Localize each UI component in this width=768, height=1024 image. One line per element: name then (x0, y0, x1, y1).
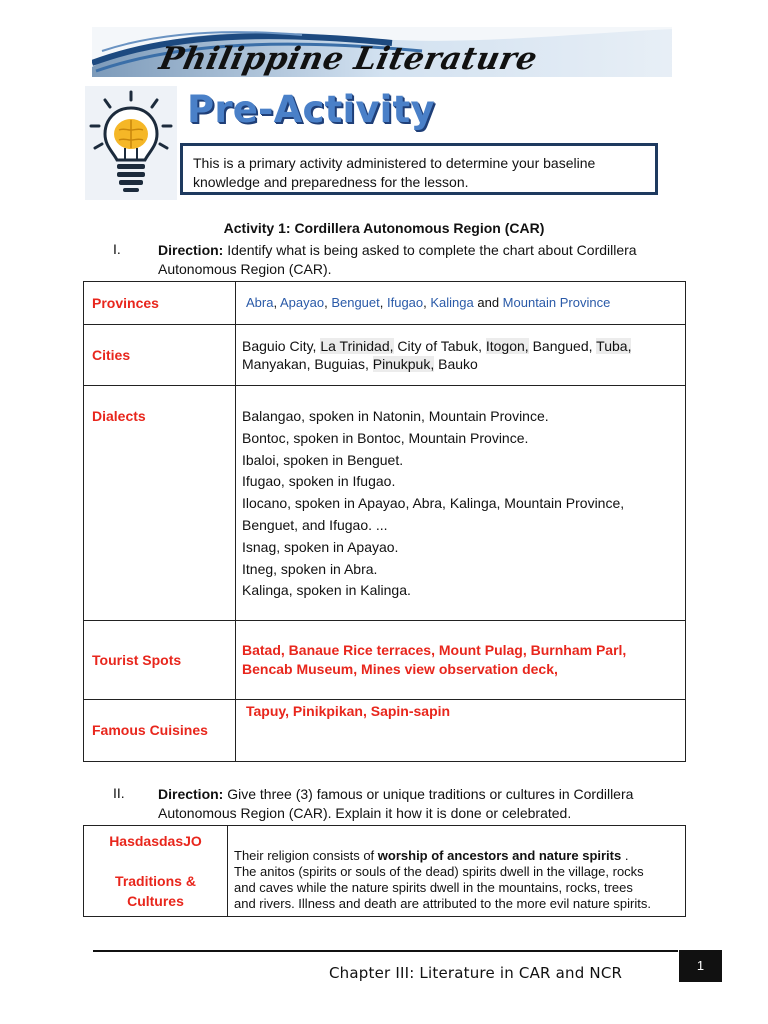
city-text: La Trinidad, (320, 338, 394, 354)
cities-label: Cities (84, 325, 236, 386)
direction-2-text (158, 785, 688, 823)
dialect-line: Bontoc, spoken in Bontoc, Mountain Province. (242, 429, 529, 446)
activity-title: Activity 1: Cordillera Autonomous Region (CAR) (223, 220, 545, 236)
province-ifugao: Ifugao (386, 295, 424, 310)
direction-1-number: I. (113, 241, 121, 257)
tourist-spots-line1: Batad, Banaue Rice terraces, Mount Pulag, Burnham Parl, (242, 642, 627, 658)
province-kalinga: Kalinga (430, 295, 474, 310)
direction-2-line1: Give three (3) famous or unique traditions or cultures in Cordillera (223, 786, 634, 802)
province-separator: , (423, 295, 431, 310)
tourist-spots-line2: Bencab Museum, Mines view observation deck, (242, 661, 558, 677)
traditions-bold-text: worship of ancestors and nature spirits (377, 848, 622, 863)
province-mountain-province: Mountain Province (502, 295, 611, 310)
table-row-cities (84, 325, 686, 386)
dialect-line: Ibaloi, spoken in Benguet. (242, 451, 404, 468)
footer-divider (93, 950, 678, 952)
traditions-label-line1: Traditions & (115, 873, 196, 889)
tourist-spots-value (236, 621, 686, 700)
traditions-text: Their religion consists of (234, 848, 378, 863)
city-text: City of Tabuk, (393, 338, 486, 354)
province-separator: , (379, 295, 387, 310)
direction-2-number: II. (113, 785, 125, 801)
intro-box (180, 143, 658, 195)
direction-1-line1: Identify what is being asked to complete the chart about Cordillera (223, 242, 637, 258)
traditions-line3: and caves while the nature spirits dwell in the mountains, rocks, trees (234, 880, 633, 895)
intro-line-1: This is a primary activity administered to determine your baseline (193, 155, 596, 171)
dialect-line: Itneg, spoken in Abra. (242, 560, 378, 577)
traditions-line2: The anitos (spirits or souls of the dead) spirits dwell in the village, rocks (234, 864, 644, 879)
cuisines-value: Tapuy, Pinikpikan, Sapin-sapin (236, 700, 686, 762)
province-apayao: Apayao (279, 295, 325, 310)
city-text: Bauko (434, 356, 478, 372)
pre-activity-title: Pre-Activity (187, 88, 435, 131)
provinces-label: Provinces (84, 282, 236, 325)
traditions-label-line2: Cultures (127, 893, 184, 909)
city-text: Pinukpuk, (372, 356, 435, 372)
city-text: Buguias, (310, 356, 373, 372)
direction-2-label: Direction: (158, 786, 224, 802)
city-text: Baguio City, (242, 338, 321, 354)
province-benguet: Benguet (331, 295, 380, 310)
table-row-traditions (84, 826, 686, 917)
traditions-table (83, 825, 686, 917)
cities-value (236, 325, 686, 386)
province-separator: , (324, 295, 332, 310)
city-text: Bangued, (528, 338, 597, 354)
intro-line-2: knowledge and preparedness for the lesson. (193, 174, 469, 190)
direction-1-label: Direction: (158, 242, 224, 258)
page-number: 1 (679, 950, 722, 982)
direction-1-text (158, 241, 688, 279)
dialect-line: Ilocano, spoken in Apayao, Abra, Kalinga, Mountain Province, (242, 495, 625, 512)
dialects-value (236, 386, 686, 621)
direction-2-line2: Autonomous Region (CAR). Explain it how it is done or celebrated. (158, 805, 572, 821)
city-text: Tuba, (596, 338, 632, 354)
tourist-spots-label: Tourist Spots (84, 621, 236, 700)
table-row-provinces (84, 282, 686, 325)
direction-1-line2: Autonomous Region (CAR). (158, 261, 332, 277)
dialect-line: Kalinga, spoken in Kalinga. (242, 582, 411, 599)
banner-title: Philippine Literature (156, 41, 541, 77)
dialects-label: Dialects (84, 386, 236, 621)
provinces-value (236, 282, 686, 325)
dialect-line: Isnag, spoken in Apayao. (242, 538, 399, 555)
car-chart-table (83, 281, 686, 762)
city-text: Itogon, (485, 338, 529, 354)
traditions-label (84, 826, 228, 917)
dialect-line: Balangao, spoken in Natonin, Mountain Province. (242, 408, 549, 424)
dialect-line: Ifugao, spoken in Ifugao. (242, 473, 396, 490)
city-text: Manyakan, (242, 356, 311, 372)
traditions-line4: and rivers. Illness and death are attributed to the more evil nature spirits. (234, 896, 651, 911)
cuisines-label: Famous Cuisines (84, 700, 236, 762)
traditions-label-top: HasdasdasJO (109, 833, 202, 849)
dialect-line: Benguet, and Ifugao. ... (242, 516, 388, 533)
traditions-value (228, 826, 686, 917)
table-row-tourist-spots (84, 621, 686, 700)
table-row-cuisines (84, 700, 686, 762)
footer-chapter: Chapter III: Literature in CAR and NCR (329, 964, 623, 982)
traditions-text: . (621, 848, 629, 863)
header-banner (92, 27, 672, 77)
table-row-dialects (84, 386, 686, 621)
province-separator: and (473, 295, 503, 310)
province-separator: , (273, 295, 280, 310)
province-abra: Abra (246, 295, 274, 310)
lightbulb-brain-icon (85, 86, 177, 200)
